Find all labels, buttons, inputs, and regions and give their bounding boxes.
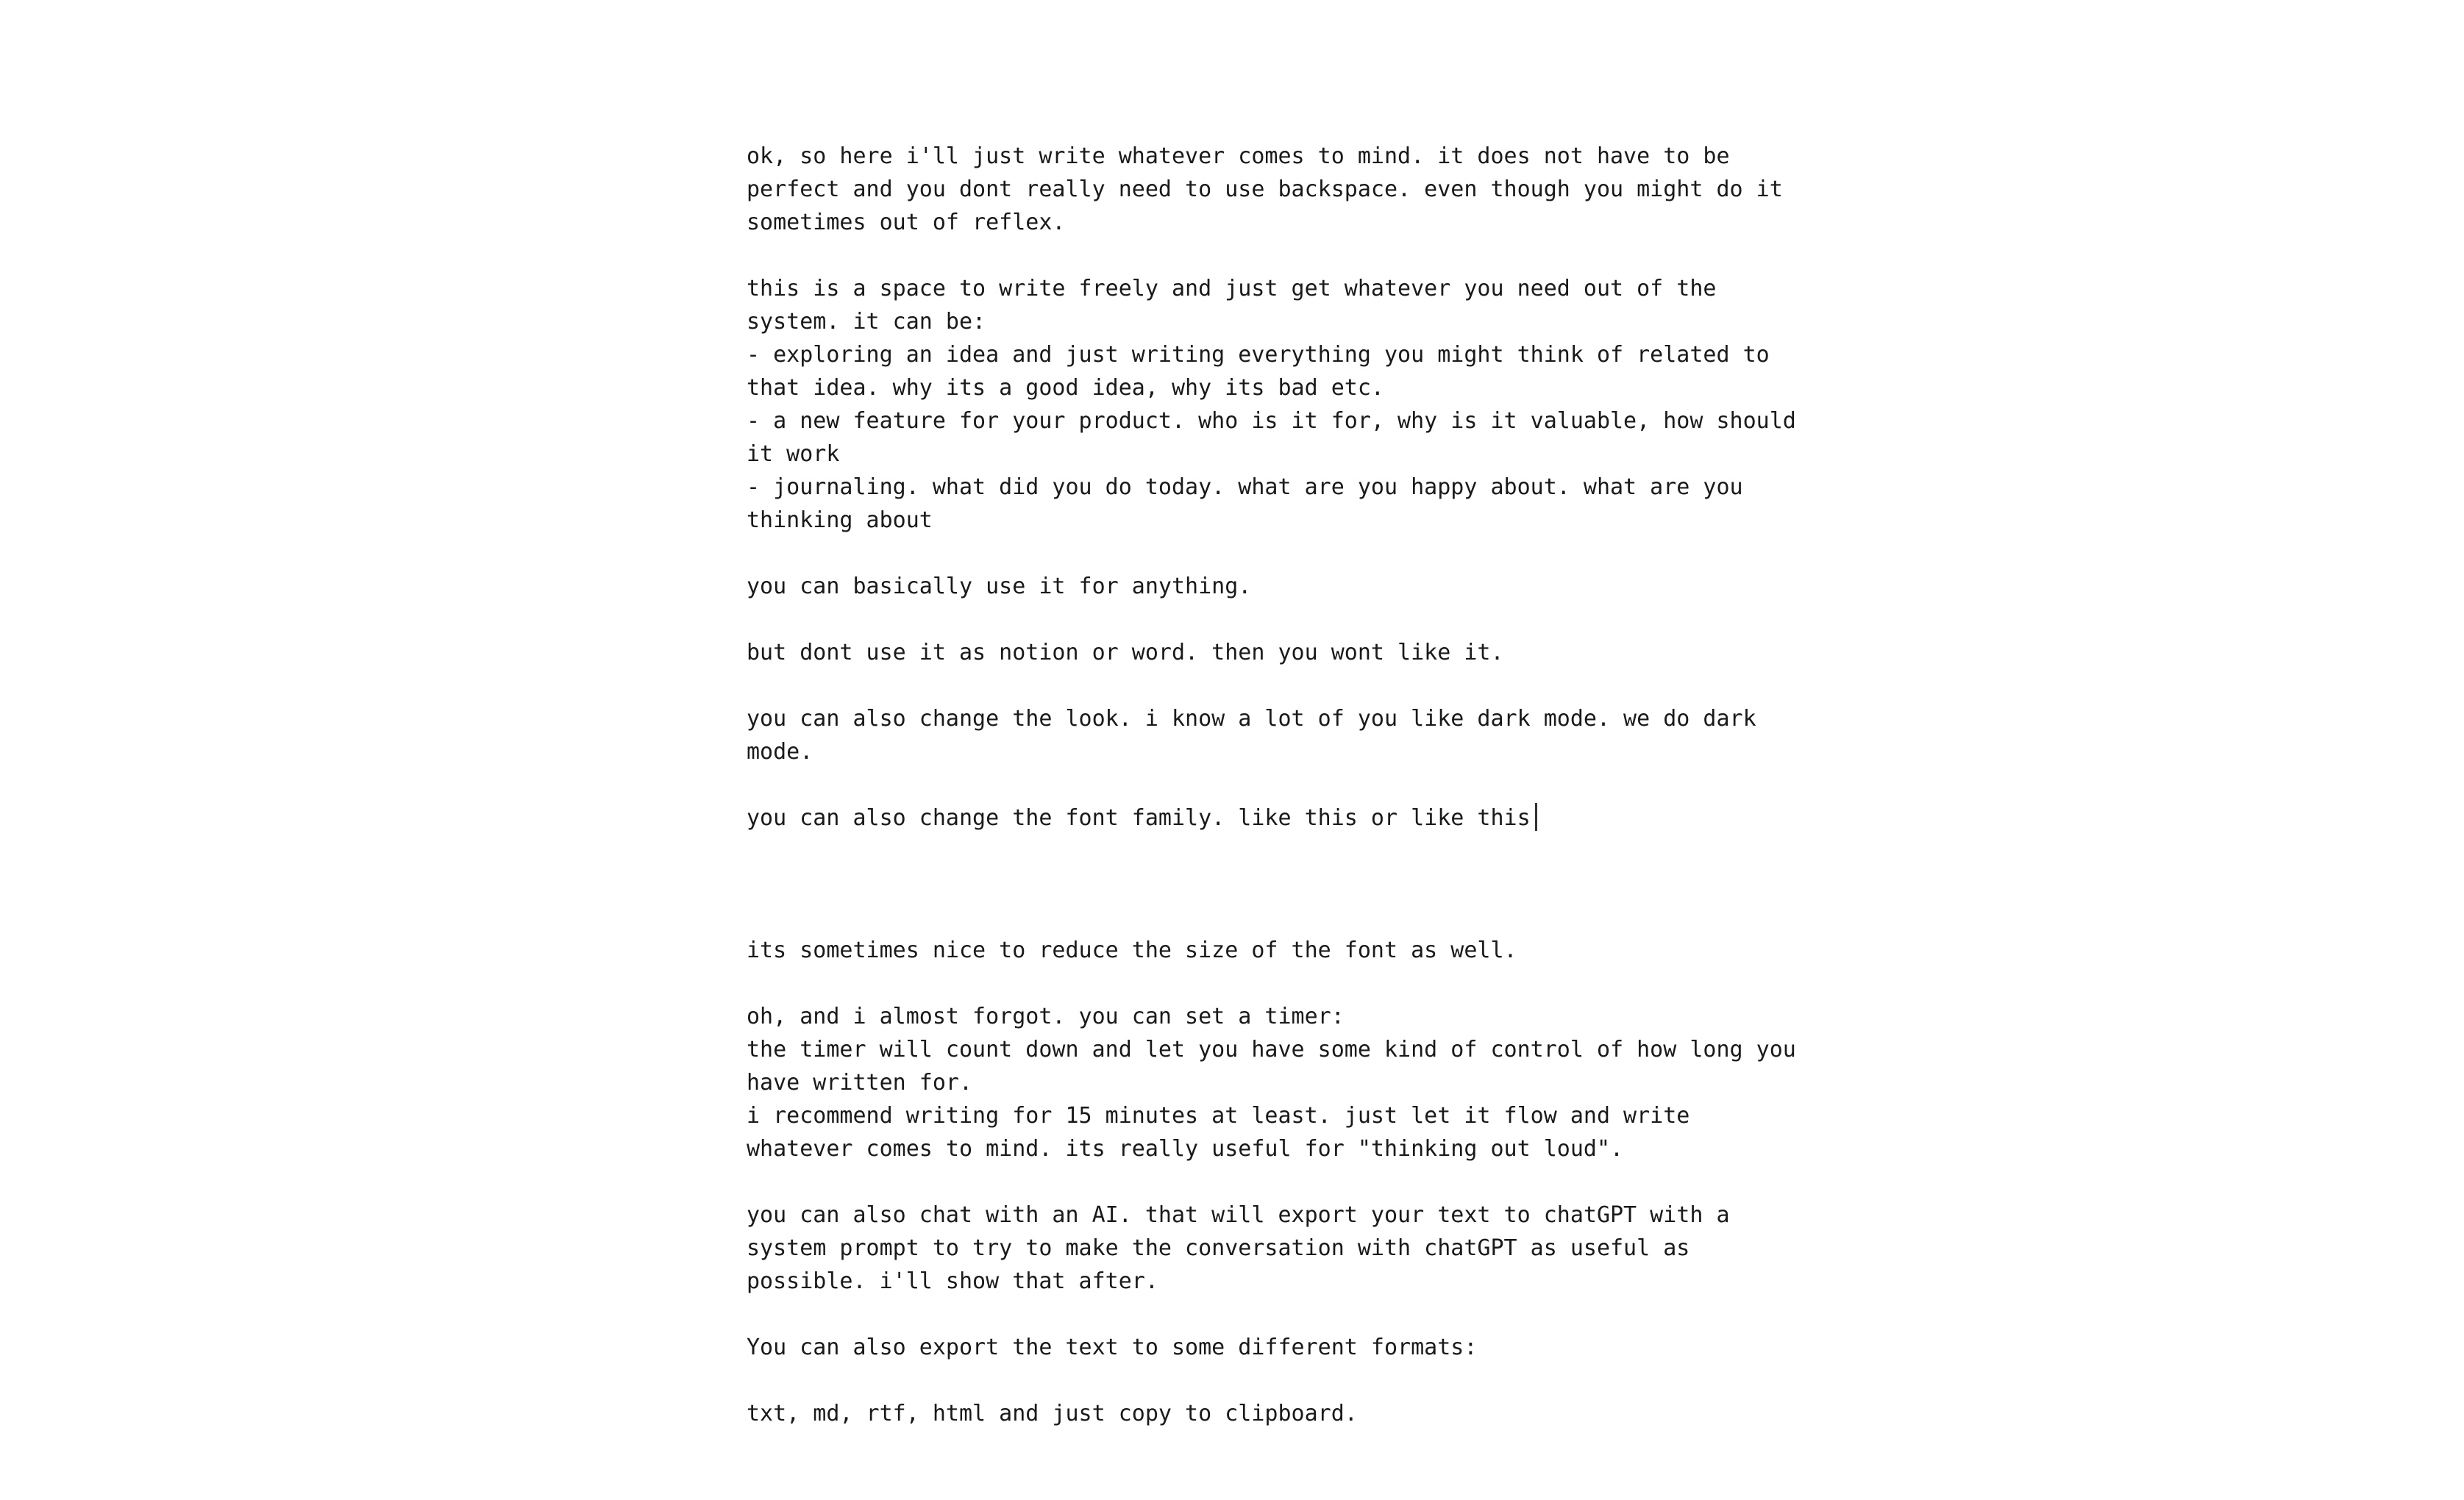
editor-line: system. it can be: [747,309,986,335]
editor-line [747,1298,1762,1331]
editor-line: you can also chat with an AI. that will export your text to chatGPT with a [747,1202,1730,1228]
editor-line: - journaling. what did you do today. what are you happy about. what are you [747,474,1743,500]
editor-line: - exploring an idea and just writing everything you might think of related to [747,342,1770,368]
editor-line: sometimes out of reflex. [747,210,1066,235]
editor-line [747,1364,1762,1397]
editor-line: this is a space to write freely and just get whatever you need out of the [747,276,1717,301]
editor-line: have written for. [747,1070,973,1096]
editor-line [747,669,1762,702]
text-cursor [1535,803,1537,831]
editor-line: perfect and you dont really need to use backspace. even though you might do it [747,176,1783,202]
editor-line: it work [747,441,840,467]
editor-line [747,239,1762,272]
editor-line: its sometimes nice to reduce the size of the font as well. [747,938,1517,963]
editor-line [747,835,1762,868]
editor-line [747,901,1762,934]
editor-line: i recommend writing for 15 minutes at least. just let it flow and write [747,1103,1690,1129]
editor-line: whatever comes to mind. its really useful for "thinking out loud". [747,1136,1624,1162]
writing-editor[interactable] [747,140,1796,1463]
editor-line [747,768,1762,801]
editor-line-text: you can also change the font family. like this or like this [747,805,1531,831]
editor-line: that idea. why its a good idea, why its bad etc. [747,375,1384,401]
editor-line: mode. [747,739,813,765]
editor-line: system prompt to try to make the conversation with chatGPT as useful as [747,1235,1690,1261]
editor-line: the timer will count down and let you have some kind of control of how long you [747,1037,1796,1062]
editor-line: but dont use it as notion or word. then you wont like it. [747,640,1504,665]
editor-line: - a new feature for your product. who is it for, why is it valuable, how should [747,408,1796,434]
editor-line: oh, and i almost forgot. you can set a timer: [747,1004,1345,1029]
editor-line [747,967,1762,1000]
editor-line: thinking about [747,507,933,533]
editor-line: You can also export the text to some different formats: [747,1335,1478,1360]
editor-line: possible. i'll show that after. [747,1268,1158,1294]
editor-line [747,868,1762,901]
editor-line [747,1165,1762,1199]
editor-line: txt, md, rtf, html and just copy to clipboard. [747,1401,1358,1426]
editor-line: you can also change the look. i know a lot of you like dark mode. we do dark [747,706,1756,732]
editor-line: ok, so here i'll just write whatever comes to mind. it does not have to be [747,143,1730,169]
editor-line [747,603,1762,636]
editor-line [747,537,1762,570]
editor-line-with-caret [747,801,1762,835]
editor-line: you can basically use it for anything. [747,574,1252,599]
